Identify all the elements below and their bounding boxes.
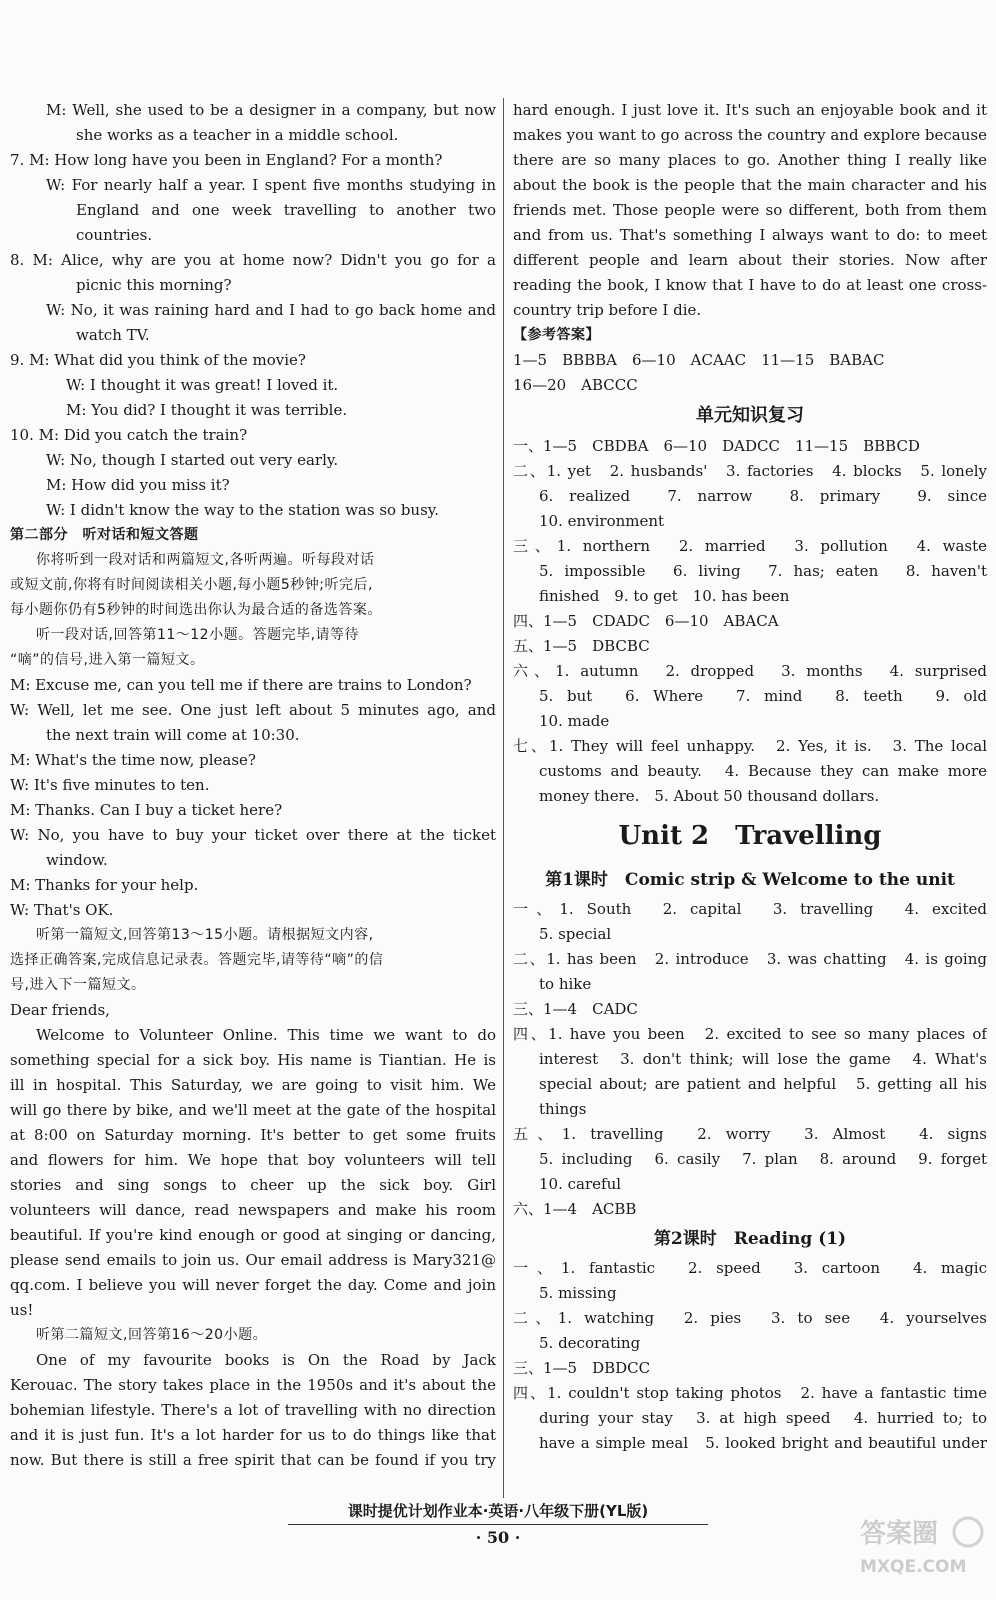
lesson2-answers xyxy=(513,1256,987,1456)
right-top-line: hard enough. I just love it. It's such an enjoyable book and it xyxy=(513,101,987,119)
left-line: One of my favourite books is On the Road by Jack xyxy=(36,1351,496,1369)
left-line: will go there by bike, and we'll meet at the gate of the hospital xyxy=(10,1101,496,1119)
left-line: W: It's five minutes to ten. xyxy=(10,776,210,794)
left-line: countries. xyxy=(76,226,153,244)
left-line: W: That's OK. xyxy=(10,901,114,919)
review-line: customs and beauty. 4. Because they can make more xyxy=(539,762,987,780)
review-line: 七、1. They will feel unhappy. 2. Yes, it is. 3. The local xyxy=(513,737,987,755)
left-line: the next train will come at 10:30. xyxy=(46,726,300,744)
review-title: 单元知识复习 xyxy=(696,405,804,426)
left-line: at 8:00 on Saturday morning. It's better to get some fruits xyxy=(10,1126,496,1144)
column-divider xyxy=(503,98,504,1498)
left-line: W: I didn't know the way to the station was so busy. xyxy=(46,501,440,519)
lesson2-line: 二、1. watching 2. pies 3. to see 4. yourselves xyxy=(513,1309,987,1327)
page-number: · 50 · xyxy=(475,1528,521,1547)
left-line: now. But there is still a free spirit that can be found if you try xyxy=(10,1451,496,1469)
left-line: and flowers for him. We hope that boy volunteers will tell xyxy=(10,1151,496,1169)
left-line: M: You did? I thought it was terrible. xyxy=(66,401,348,419)
left-line: 号,进入下一篇短文。 xyxy=(10,977,146,993)
left-line: Welcome to Volunteer Online. This time we want to do xyxy=(36,1026,496,1044)
left-line: Dear friends, xyxy=(10,1001,110,1019)
lesson1-line: 三、1—4 CADC xyxy=(513,1000,638,1018)
left-line: 选择正确答案,完成信息记录表。答题完毕,请等待“嘀”的信 xyxy=(10,952,384,968)
lesson1-line: 六、1—4 ACBB xyxy=(513,1200,637,1218)
review-line: 5. impossible 6. living 7. has; eaten 8. haven't xyxy=(539,562,987,580)
lesson1-line: things xyxy=(539,1100,587,1118)
left-line: something special for a sick boy. His name is Tiantian. He is xyxy=(10,1051,496,1069)
right-top-line: friends met. Those people were so different, both from them xyxy=(513,201,987,219)
lesson1-line: 10. careful xyxy=(539,1175,622,1193)
lesson1-line: 5. special xyxy=(539,925,612,943)
review-line: 10. made xyxy=(539,712,610,730)
watermark-top: 答案圈 xyxy=(860,1519,939,1549)
left-line: W: No, it was raining hard and I had to go back home and xyxy=(46,301,496,319)
right-top-line: country trip before I die. xyxy=(513,301,702,319)
right-top-line: 16—20 ABCCC xyxy=(513,376,638,394)
left-line: W: No, though I started out very early. xyxy=(46,451,339,469)
left-line: she works as a teacher in a middle school. xyxy=(76,126,399,144)
left-column xyxy=(10,98,496,1473)
lesson1-line: 五、1. travelling 2. worry 3. Almost 4. signs xyxy=(513,1125,987,1143)
left-line: “嘀”的信号,进入第一篇短文。 xyxy=(10,652,205,668)
left-line: please send emails to join us. Our email address is Mary321@ xyxy=(10,1251,496,1269)
lesson2-line: 一、1. fantastic 2. speed 3. cartoon 4. magic xyxy=(513,1259,987,1277)
left-line: 10. M: Did you catch the train? xyxy=(10,426,248,444)
left-line: 听第二篇短文,回答第16～20小题。 xyxy=(36,1327,268,1343)
review-line: money there. 5. About 50 thousand dollars. xyxy=(539,787,880,805)
left-line: 听第一篇短文,回答第13～15小题。请根据短文内容, xyxy=(36,927,374,943)
left-line: ill in hospital. This Saturday, we are going to visit him. We xyxy=(10,1076,496,1094)
lesson2-line: 5. decorating xyxy=(539,1334,641,1352)
left-line: 7. M: How long have you been in England? For a month? xyxy=(10,151,443,169)
right-top-line: about the book is the people that the main character and his xyxy=(513,176,987,194)
lesson2-line: during your stay 3. at high speed 4. hurried to; to xyxy=(539,1409,987,1427)
right-top-line: 1—5 BBBBA 6—10 ACAAC 11—15 BABAC xyxy=(513,351,885,369)
left-line: 8. M: Alice, why are you at home now? Didn't you go for a xyxy=(10,251,496,269)
lesson1-line: 二、1. has been 2. introduce 3. was chatting 4. is going xyxy=(513,950,987,968)
right-column xyxy=(513,98,987,1456)
footer-book-title: 课时提优计划作业本·英语·八年级下册(YL版) xyxy=(347,1502,649,1520)
left-line: volunteers will dance, read newspapers and make his room xyxy=(10,1201,496,1219)
right-top-line: 【参考答案】 xyxy=(513,327,600,343)
left-line: watch TV. xyxy=(76,326,150,344)
left-line: 每小题你仍有5秒钟的时间选出你认为最合适的备选答案。 xyxy=(10,602,382,618)
lesson2-line: 四、1. couldn't stop taking photos 2. have a fantastic time xyxy=(513,1384,987,1402)
review-line: 6. realized 7. narrow 8. primary 9. since xyxy=(539,487,987,505)
lesson1-line: 四、1. have you been 2. excited to see so many places of xyxy=(513,1025,987,1043)
left-line: bohemian lifestyle. There's a lot of travelling with no direction xyxy=(10,1401,496,1419)
left-line: 9. M: What did you think of the movie? xyxy=(10,351,306,369)
review-line: 5. but 6. Where 7. mind 8. teeth 9. old xyxy=(539,687,987,705)
lesson1-title: 第1课时 Comic strip & Welcome to the unit xyxy=(545,870,955,890)
lesson1-line: special about; are patient and helpful 5. getting all his xyxy=(539,1075,987,1093)
review-line: finished 9. to get 10. has been xyxy=(539,587,790,605)
lesson2-line: 三、1—5 DBDCC xyxy=(513,1359,651,1377)
left-line: W: No, you have to buy your ticket over there at the ticket xyxy=(10,826,496,844)
left-line: qq.com. I believe you will never forget the day. Come and join xyxy=(10,1276,496,1294)
left-line: M: Thanks. Can I buy a ticket here? xyxy=(10,801,283,819)
left-line: beautiful. If you're kind enough or good at singing or dancing, xyxy=(10,1226,496,1244)
left-line: stories and sing songs to cheer up the sick boy. Girl xyxy=(10,1176,496,1194)
left-line: window. xyxy=(46,851,108,869)
listening-text-continued xyxy=(513,98,987,398)
review-answers xyxy=(513,434,987,809)
left-line: Kerouac. The story takes place in the 1950s and it's about the xyxy=(10,1376,496,1394)
left-line: M: What's the time now, please? xyxy=(10,751,256,769)
left-line: M: Thanks for your help. xyxy=(10,876,199,894)
left-line: 第二部分 听对话和短文答题 xyxy=(10,527,199,543)
lesson1-line: 5. including 6. casily 7. plan 8. around 9. forget xyxy=(539,1150,987,1168)
right-top-line: makes you want to go across the country and explore because xyxy=(513,126,987,144)
left-line: M: How did you miss it? xyxy=(46,476,230,494)
lesson2-title: 第2课时 Reading (1) xyxy=(653,1229,847,1249)
footer-rule xyxy=(288,1524,708,1525)
right-top-line: different people and learn about their stories. Now after xyxy=(513,251,987,269)
left-line: England and one week travelling to another two xyxy=(76,201,496,219)
watermark-logo xyxy=(856,1510,986,1580)
left-line: 你将听到一段对话和两篇短文,各听两遍。听每段对话 xyxy=(36,552,375,568)
review-line: 一、1—5 CBDBA 6—10 DADCC 11—15 BBBCD xyxy=(513,437,920,455)
left-line: 听一段对话,回答第11～12小题。答题完毕,请等待 xyxy=(36,627,360,643)
left-line: 或短文前,你将有时间阅读相关小题,每小题5秒钟;听完后, xyxy=(10,577,373,593)
left-line: us! xyxy=(10,1301,34,1319)
left-line: M: Well, she used to be a designer in a company, but now xyxy=(46,101,496,119)
page-footer xyxy=(0,1500,996,1547)
lesson1-line: to hike xyxy=(539,975,592,993)
review-line: 五、1—5 DBCBC xyxy=(513,637,650,655)
left-line: W: I thought it was great! I loved it. xyxy=(66,376,339,394)
review-line: 六、1. autumn 2. dropped 3. months 4. surprised xyxy=(513,662,987,680)
right-top-line: reading the book, I know that I have to do at least one cross- xyxy=(513,276,987,294)
review-line: 四、1—5 CDADC 6—10 ABACA xyxy=(513,612,779,630)
watermark-bottom: MXQE.COM xyxy=(860,1557,967,1577)
left-line: M: Excuse me, can you tell me if there are trains to London? xyxy=(10,676,472,694)
lesson1-answers xyxy=(513,897,987,1222)
review-line: 二、1. yet 2. husbands' 3. factories 4. blocks 5. lonely xyxy=(513,462,987,480)
unit-title: Unit 2 Travelling xyxy=(618,821,882,851)
left-line: and it is just fun. It's a lot harder for us to do things like that xyxy=(10,1426,496,1444)
lesson2-line: 5. missing xyxy=(539,1284,617,1302)
left-line: W: For nearly half a year. I spent five months studying in xyxy=(46,176,496,194)
lesson1-line: 一、1. South 2. capital 3. travelling 4. excited xyxy=(513,900,987,918)
left-line: W: Well, let me see. One just left about 5 minutes ago, and xyxy=(10,701,496,719)
right-top-line: and from us. That's something I always want to do: to meet xyxy=(513,226,987,244)
right-top-line: there are so many places to go. Another thing I really like xyxy=(513,151,987,169)
review-line: 10. environment xyxy=(539,512,665,530)
left-line: picnic this morning? xyxy=(76,276,232,294)
lesson2-line: have a simple meal 5. looked bright and beautiful under xyxy=(539,1434,987,1452)
review-line: 三、1. northern 2. married 3. pollution 4. waste xyxy=(513,537,987,555)
lesson1-line: interest 3. don't think; will lose the game 4. What's xyxy=(539,1050,987,1068)
